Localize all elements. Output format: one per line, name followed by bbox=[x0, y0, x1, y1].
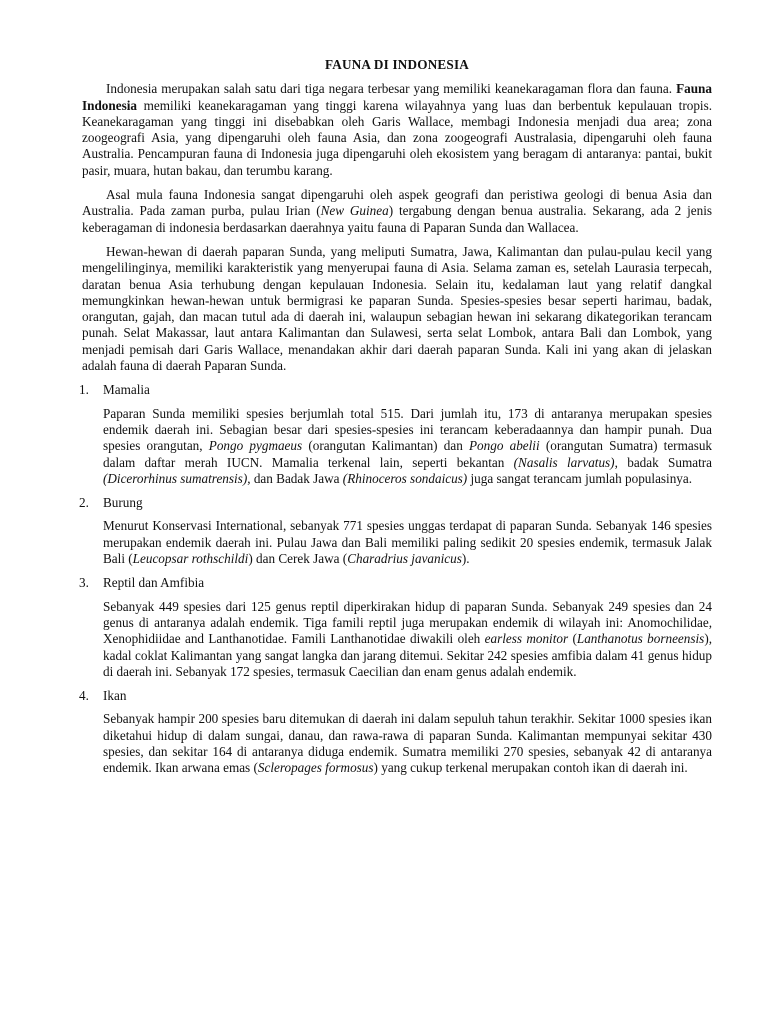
text-run: ), kadal coklat Kalimantan yang sangat langka dan jarang ditemui. Sekitar 242 spesies amfibia dalam 41 genus hidup di daerah ini. Sebanyak 172 spesies, termasuk Caecilian dan enam genus adalah endemik. bbox=[103, 631, 713, 679]
text-run: Asal mula fauna Indonesia sangat dipengaruhi oleh aspek geografi dan peristiwa geologi di benua Asia dan Australia. Pada zaman purba, pulau Irian ( bbox=[82, 187, 712, 219]
text-run: ). bbox=[461, 551, 470, 567]
text-run: Menurut Konservasi International, sebanyak 771 spesies unggas terdapat di paparan Sunda. Sebanyak 146 spesies merupakan endemik daerah ini. Pulau Jawa dan Bali memiliki paling sedikit 20 spesies endemik, termasuk Jalak Bali ( bbox=[103, 518, 712, 567]
text-run: Indonesia merupakan salah satu dari tiga negara terbesar yang memiliki keanekaragaman flora dan fauna. bbox=[106, 81, 677, 97]
list-item-ikan bbox=[79, 688, 712, 776]
list-item-reptil bbox=[79, 575, 713, 680]
list-number: 2. bbox=[79, 495, 89, 511]
italic-term: Charadrius javanicus bbox=[347, 551, 462, 567]
list-title: Burung bbox=[103, 495, 143, 511]
italic-term: New Guinea bbox=[320, 203, 389, 219]
italic-term: Lanthanotus borneensis bbox=[576, 631, 705, 647]
list-title: Ikan bbox=[103, 688, 127, 704]
italic-term: earless monitor bbox=[484, 631, 569, 647]
text-run: juga sangat terancam jumlah populasinya. bbox=[467, 470, 693, 486]
list-body bbox=[103, 711, 712, 776]
text-run: ) dan Cerek Jawa ( bbox=[248, 551, 348, 567]
text-run: (orangutan Sumatra) termasuk dalam daftar merah IUCN. Mamalia terkenal lain, seperti bekantan bbox=[103, 438, 713, 470]
italic-term: Scleropages formosus bbox=[257, 760, 374, 776]
text-run: Sebanyak 449 spesies dari 125 genus reptil diperkirakan hidup di paparan Sunda. Sebanyak 249 spesies dan 24 genus di antaranya adalah endemik. Tiga famili reptil juga merupakan endemik di wilayah ini: Anomochilidae, Xenophidiidae and Lanthanotidae. Famili Lanthanotidae diwakili oleh bbox=[103, 598, 712, 647]
text-run: Paparan Sunda memiliki spesies berjumlah total 515. Dari jumlah itu, 173 di antaranya merupakan spesies endemik daerah ini. Sebagian besar dari spesies-spesies ini terancam keberadaannya dan hampir punah. Dua spesies orangutan, bbox=[103, 405, 712, 454]
text-run: ( bbox=[568, 631, 577, 647]
text-run: Hewan-hewan di daerah paparan Sunda, yang meliputi Sumatra, Jawa, Kalimantan dan pulau-pulau kecil yang mengelilinginya, memiliki karakteristik yang menyerupai fauna di Asia. Selama zaman es, setelah Laurasia terpecah, daratan benua Asia terhubung dengan kepulauan Indonesia. Selain itu, kedalaman laut yang relatif dangkal memungkinkan hewan-hewan untuk bermigrasi ke paparan Sunda. Spesies-spesies besar seperti harimau, badak, orangutan, gajah, dan macan tutul ada di daerah ini, walaupun sebagian hewan ini sekarang dikategorikan terancam punah. Selat Makassar, laut antara Kalimantan dan Sulawesi, serta selat Lombok, antara Bali dan Lombok, yang menjadi pemisah dari Garis Wallace, menandakan akhir dari daerah paparan Sunda. Kali ini yang akan di jelaskan adalah fauna di daerah Paparan Sunda. bbox=[82, 243, 712, 374]
text-run: Sebanyak hampir 200 spesies baru ditemukan di daerah ini dalam sepuluh tahun terakhir. Sekitar 1000 spesies ikan diketahui hidup di dalam sungai, danau, dan rawa-rawa di paparan Sunda. Kalimantan mempunyai sekitar 430 spesies, dan sekitar 164 di antaranya diduga endemik. Sumatra memiliki 270 spesies, sebanyak 42 di antaranya endemik. Ikan arwana emas ( bbox=[103, 711, 712, 776]
list-number: 3. bbox=[79, 575, 89, 591]
list-number: 1. bbox=[79, 382, 89, 398]
paragraph-intro bbox=[82, 81, 712, 179]
list-number: 4. bbox=[79, 688, 89, 704]
text-run: ) yang cukup terkenal merupakan contoh ikan di daerah ini. bbox=[373, 760, 688, 776]
list-item-mamalia bbox=[79, 382, 713, 487]
italic-term: (Nasalis larvatus) bbox=[513, 454, 615, 470]
list-body bbox=[103, 518, 712, 567]
list-title: Mamalia bbox=[103, 382, 150, 398]
text-run: ) tergabung dengan benua australia. Sekarang, ada 2 jenis keberagaman di indonesia berdasarkan daerahnya yaitu fauna di Paparan Sunda dan Wallacea. bbox=[82, 203, 712, 235]
italic-term: Pongo pygmaeus bbox=[208, 438, 303, 454]
text-run: (orangutan Kalimantan) dan bbox=[302, 438, 469, 454]
italic-term: (Rhinoceros sondaicus) bbox=[342, 470, 468, 486]
paragraph-origin bbox=[82, 187, 712, 236]
list-title: Reptil dan Amfibia bbox=[103, 575, 205, 591]
italic-term: (Dicerorhinus sumatrensis) bbox=[103, 470, 248, 486]
italic-term: Leucopsar rothschildi bbox=[132, 551, 249, 567]
page-title: FAUNA DI INDONESIA bbox=[324, 57, 470, 72]
text-run: , dan Badak Jawa bbox=[247, 470, 343, 486]
text-run: memiliki keanekaragaman yang tinggi karena wilayahnya yang luas dan berbentuk kepulauan tropis. Keanekaragaman yang tinggi ini disebabkan oleh Garis Wallace, membagi Indonesia menjadi dua area; zona zoogeografi Asia, yang dipengaruhi oleh fauna Asia, dan zona zoogeografi Australasia, dipengaruhi oleh fauna Australia. Pencampuran fauna di Indonesia juga dipengaruhi oleh ekosistem yang beragam di antaranya: pantai, bukit pasir, muara, hutan bakau, dan terumbu karang. bbox=[82, 97, 712, 178]
italic-term: Pongo abelii bbox=[468, 438, 540, 454]
list-body bbox=[103, 599, 712, 680]
bold-term: Fauna Indonesia bbox=[82, 81, 712, 113]
paragraph-sunda bbox=[82, 244, 712, 374]
text-run: , badak Sumatra bbox=[614, 454, 713, 470]
list-body bbox=[103, 406, 712, 487]
list-item-burung bbox=[79, 495, 712, 567]
